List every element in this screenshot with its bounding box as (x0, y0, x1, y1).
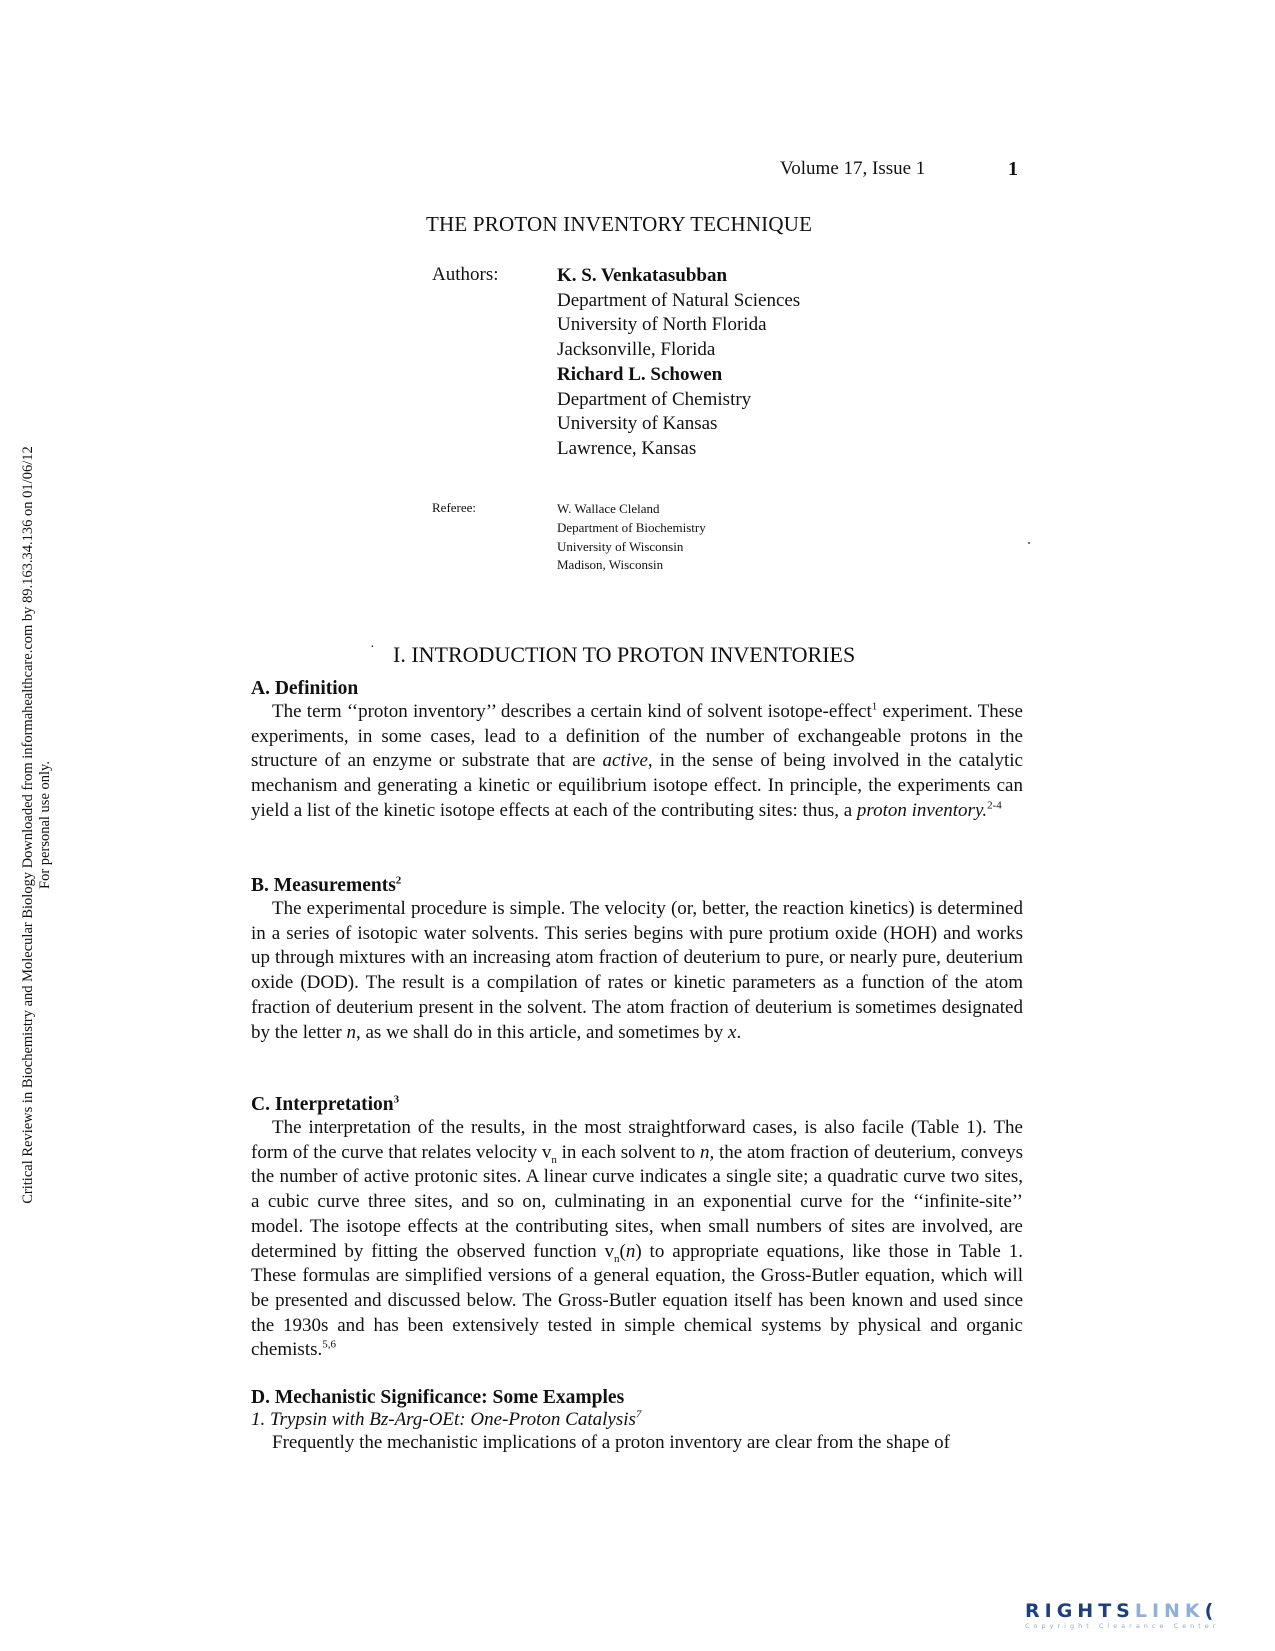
section-a-paragraph: The term ‘‘proton inventory’’ describes a certain kind of solvent isotope-effect$^1$ experiment. These experiments, in some cases, lead to a definition of the number of exchangeable protons in the structure of an enzyme or substrate that are active, in the sense of being involved in the catalytic mechanism and generating a kinetic or equilibrium isotope effect. In principle, the experiments can yield a list of the kinetic isotope effects at each of the contributing sites: thus, a proton inventory.$^{2-4}$ (251, 700, 1023, 821)
author-affiliation: Jacksonville, Florida (557, 339, 716, 361)
referee-affiliation: Madison, Wisconsin (557, 557, 664, 573)
rightslink-subtitle: Copyright Clearance Center (1025, 1622, 1220, 1630)
author-name: K. S. Venkatasubban (557, 265, 728, 286)
download-stamp-line1: Critical Reviews in Biochemistry and Molecular Biology Downloaded from informahealthcare.com by 89.163.34.136 on 01/06/12 (20, 446, 36, 1204)
author-affiliation: Department of Natural Sciences (557, 289, 801, 311)
author-affiliation: Department of Chemistry (557, 388, 752, 410)
section-d-paragraph: Frequently the mechanistic implications of a proton inventory are clear from the shape of (272, 1432, 950, 1453)
download-stamp (0, 0, 60, 1651)
referee-name: W. Wallace Cleland (557, 501, 660, 516)
article-title: THE PROTON INVENTORY TECHNIQUE (426, 212, 813, 236)
section-dot: · (370, 640, 375, 655)
author-name: Richard L. Schowen (557, 363, 723, 385)
author-affiliation: Lawrence, Kansas (557, 437, 697, 459)
author-affiliation: University of Kansas (557, 413, 718, 435)
section-c (251, 1094, 1023, 1363)
section-d-subheading: 1. Trypsin with Bz-Arg-OEt: One-Proton Catalysis$^7$ (251, 1408, 642, 1430)
rightslink-logo (1025, 1600, 1255, 1640)
page-number: 1 (1008, 158, 1018, 180)
referee-label: Referee: (432, 500, 477, 515)
rightslink-bracket: ( (1204, 1600, 1219, 1622)
running-head: Volume 17, Issue 1 (780, 158, 926, 179)
section-a (251, 678, 1023, 824)
section-c-paragraph: The interpretation of the results, in the most straightforward cases, is also facile (Table 1). The form of the curve that relates velocity $v_n$ in each solvent to n, the atom fraction of deuterium, conveys the number of active protonic sites. A linear curve indicates a single site; a quadratic curve two sites, a cubic curve three sites, and so on, culminating in an exponential curve for the ‘‘infinite-site’’ model. The isotope effects at the contributing sites, when small numbers of sites are involved, are determined by fitting the observed function $v_n(n)$ to appropriate equations, like those in Table 1. These formulas are simplified versions of a general equation, the Gross-Butler equation, which will be presented and discussed below. The Gross-Butler equation itself has been known and used since the 1930s and has been extensively tested in simple chemical systems by physical and organic chemists.$^{5,6}$ (251, 1117, 1024, 1361)
section-b-paragraph: The experimental procedure is simple. The velocity (or, better, the reaction kinetics) is determined in a series of isotopic water solvents. This series begins with pure protium oxide (HOH) and works up through mixtures with an increasing atom fraction of deuterium to pure, or nearly pure, deuterium oxide (DOD). The result is a compilation of rates or kinetic parameters as a function of the atom fraction of deuterium present in the solvent. The atom fraction of deuterium is sometimes designated by the letter n, as we shall do in this article, and sometimes by x. (251, 898, 1023, 1043)
section-d (251, 1387, 1023, 1456)
section-b (251, 875, 1023, 1045)
rightslink-light: LINK (1134, 1600, 1205, 1622)
author-affiliation: University of North Florida (557, 314, 767, 336)
section-c-heading: C. Interpretation$^3$ (251, 1093, 400, 1115)
authors-block (557, 264, 800, 462)
referee-block (557, 500, 706, 575)
authors-label: Authors: (432, 264, 499, 285)
rightslink-dark: RIGHTS (1025, 1600, 1135, 1622)
section-d-heading: D. Mechanistic Significance: Some Examples (251, 1387, 625, 1408)
referee-affiliation: University of Wisconsin (557, 538, 684, 554)
referee-affiliation: Department of Biochemistry (557, 519, 706, 535)
scan-speck (1028, 542, 1030, 544)
section-a-heading: A. Definition (251, 678, 359, 699)
section-b-heading: B. Measurements$^2$ (251, 874, 402, 896)
section-title: I. INTRODUCTION TO PROTON INVENTORIES (393, 642, 856, 667)
download-stamp-line2: For personal use only. (37, 761, 53, 889)
